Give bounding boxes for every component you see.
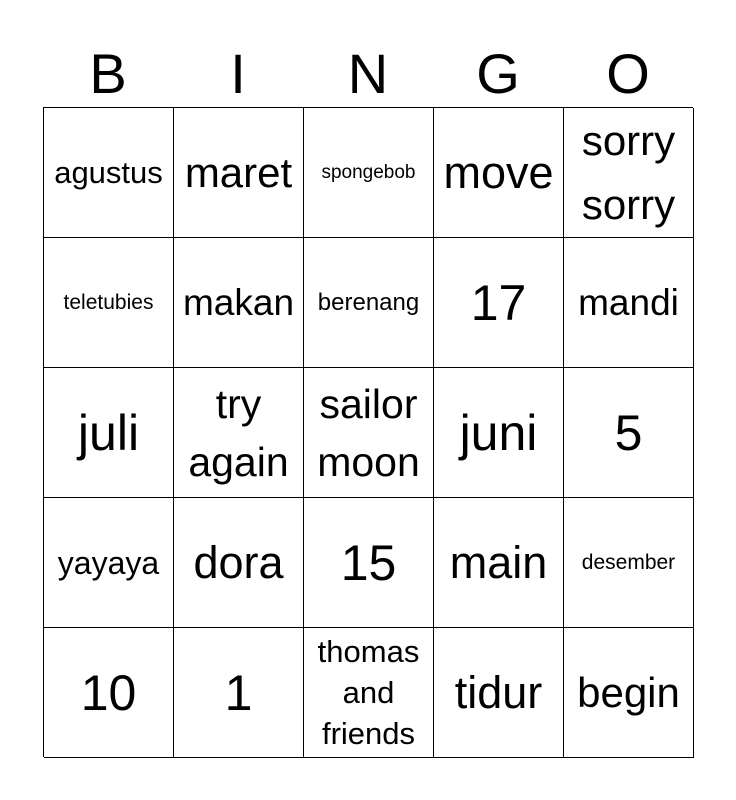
bingo-header: [43, 40, 693, 108]
cell-text: sailor moon: [317, 380, 420, 485]
header-letter-g: G: [476, 42, 520, 105]
cell-text: 17: [470, 274, 527, 331]
cell-text: agustus: [54, 154, 163, 190]
bingo-cell-r4-c4[interactable]: [434, 498, 564, 628]
cell-text: thomas and friends: [317, 634, 420, 751]
cell-text: teletubies: [63, 290, 154, 314]
bingo-cell-r4-c5[interactable]: [564, 498, 694, 628]
bingo-cell-r1-c1[interactable]: [44, 108, 174, 238]
bingo-cell-r1-c4[interactable]: [434, 108, 564, 238]
bingo-cell-r4-c3[interactable]: [304, 498, 434, 628]
bingo-cell-r3-c5[interactable]: [564, 368, 694, 498]
cell-text: berenang: [317, 288, 420, 316]
cell-text: mandi: [578, 281, 679, 323]
header-letter-o: O: [606, 42, 650, 105]
cell-text: try again: [188, 380, 289, 485]
cell-text: juli: [77, 404, 140, 461]
bingo-cell-r5-c4[interactable]: [434, 628, 564, 758]
cell-text: move: [443, 146, 554, 198]
cell-text: desember: [581, 550, 676, 574]
bingo-cell-r1-c5[interactable]: [564, 108, 694, 238]
bingo-cell-r3-c2[interactable]: [174, 368, 304, 498]
cell-text: 10: [80, 664, 137, 721]
bingo-cell-r5-c2[interactable]: [174, 628, 304, 758]
bingo-cell-r5-c3[interactable]: [304, 628, 434, 758]
cell-text: 1: [224, 664, 253, 721]
cell-text: sorry sorry: [581, 116, 676, 228]
cell-text: yayaya: [57, 544, 160, 581]
bingo-cell-r1-c3[interactable]: [304, 108, 434, 238]
bingo-cell-r4-c1[interactable]: [44, 498, 174, 628]
bingo-cell-r5-c5[interactable]: [564, 628, 694, 758]
bingo-cell-r3-c4[interactable]: [434, 368, 564, 498]
cell-text: tidur: [454, 666, 543, 718]
cell-text: 15: [340, 534, 397, 591]
cell-text: maret: [184, 148, 293, 196]
bingo-board: [43, 107, 693, 757]
bingo-cell-r5-c1[interactable]: [44, 628, 174, 758]
cell-text: spongebob: [321, 161, 416, 183]
bingo-cell-r2-c3[interactable]: [304, 238, 434, 368]
bingo-cell-r3-c3[interactable]: [304, 368, 434, 498]
cell-text: 5: [614, 404, 643, 461]
cell-text: makan: [182, 281, 295, 323]
cell-text: main: [449, 536, 548, 588]
header-letter-b: B: [89, 42, 127, 105]
header-letter-n: N: [347, 42, 389, 105]
header-letter-i: I: [230, 42, 246, 105]
cell-text: dora: [193, 536, 284, 588]
cell-text: begin: [577, 668, 680, 716]
bingo-cell-r2-c1[interactable]: [44, 238, 174, 368]
bingo-cell-r1-c2[interactable]: [174, 108, 304, 238]
bingo-cell-r2-c5[interactable]: [564, 238, 694, 368]
cell-text: juni: [459, 404, 538, 461]
bingo-cell-r3-c1[interactable]: [44, 368, 174, 498]
bingo-cell-r4-c2[interactable]: [174, 498, 304, 628]
bingo-cell-r2-c2[interactable]: [174, 238, 304, 368]
bingo-cell-r2-c4[interactable]: [434, 238, 564, 368]
